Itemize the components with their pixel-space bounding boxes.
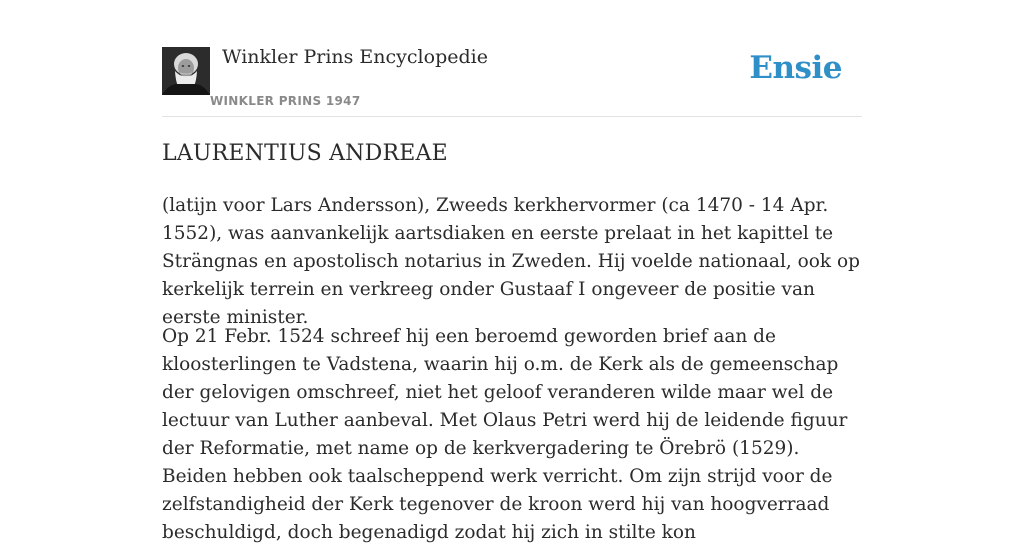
- article-paragraph: (latijn voor Lars Andersson), Zweeds kerkhervormer (ca 1470 - 14 Apr. 1552), was aanvankelijk aartsdiaken en eerste prelaat in het kapittel te Strängnas en apostolisch notarius in Zweden. Hij voelde nationaal, ook op kerkelijk terrein en verkreeg onder Gustaaf I ongeveer de positie van eerste minister.: [162, 195, 860, 328]
- article-title: LAURENTIUS ANDREAE: [162, 141, 448, 166]
- page-container: [162, 0, 862, 543]
- source-edition[interactable]: WINKLER PRINS 1947: [210, 94, 361, 108]
- avatar[interactable]: [162, 47, 210, 95]
- brand-logo[interactable]: Ensie: [749, 50, 842, 86]
- source-name[interactable]: Winkler Prins Encyclopedie: [222, 46, 488, 68]
- bearded-man-portrait-icon: [162, 47, 210, 95]
- article-paragraph: Op 21 Febr. 1524 schreef hij een beroemd geworden brief aan de kloosterlingen te Vadstena, waarin hij o.m. de Kerk als de gemeenschap der gelovigen omschreef, niet het geloof veranderen wilde maar wel de lectuur van Luther aanbeval. Met Olaus Petri werd hij de leidende figuur der Reformatie, met name op de kerkvergadering te Örebrö (1529). Beiden hebben ook taalscheppend werk verricht. Om zijn strijd voor de zelfstandigheid der Kerk tegenover de kroon werd hij van hoogverraad beschuldigd, doch begenadigd zodat hij zich in stilte kon: [162, 326, 848, 543]
- header: [162, 0, 862, 117]
